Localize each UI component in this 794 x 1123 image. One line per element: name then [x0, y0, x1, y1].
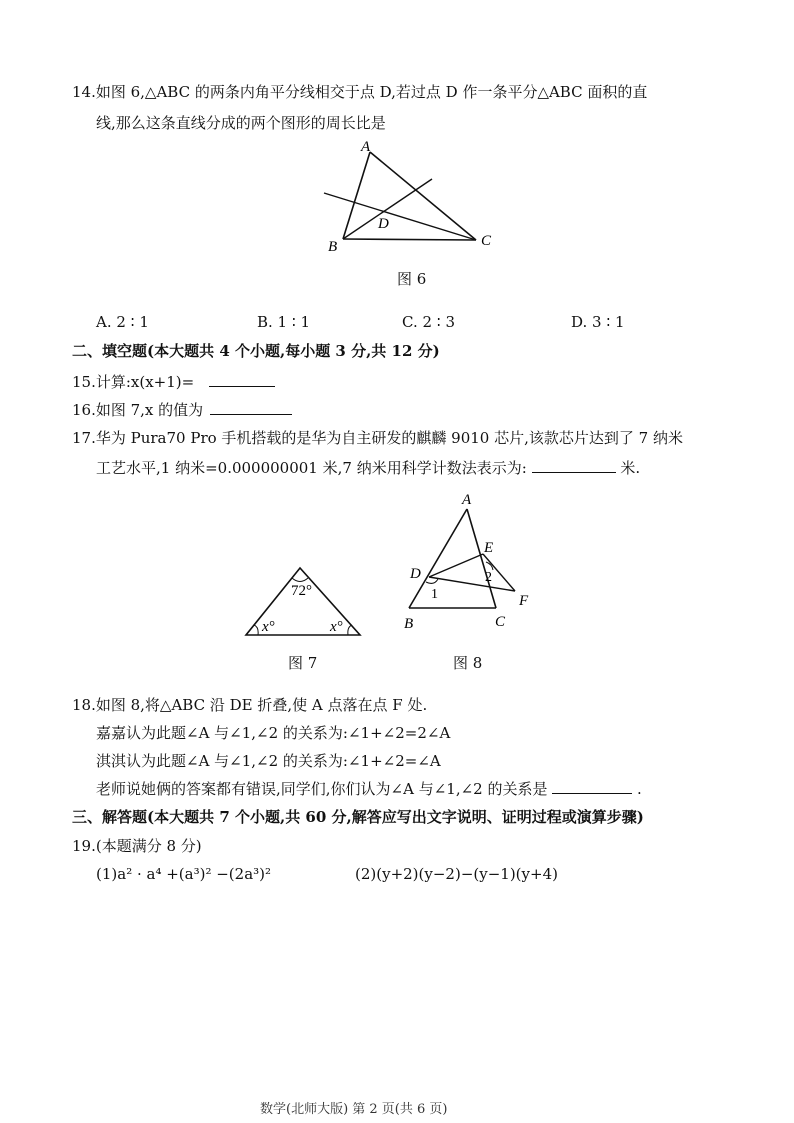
- q16-answer-blank[interactable]: [210, 400, 292, 415]
- fig6-label-a: A: [361, 139, 371, 155]
- fig8-label-c: C: [495, 614, 506, 630]
- fig7-caption: 图 7: [288, 654, 318, 672]
- fig8-label-b: B: [404, 616, 414, 632]
- fig7-arc-top: [292, 578, 308, 582]
- figure-8: [400, 490, 550, 635]
- figure-6: [320, 135, 520, 260]
- q15-text: 15.计算:x(x+1)=: [72, 373, 195, 391]
- fig8-label-2: 2: [485, 570, 492, 585]
- q14-option-b: B. 1 ∶ 1: [257, 313, 311, 331]
- q17-answer-blank[interactable]: [532, 458, 616, 473]
- q18-line4-text: 老师说她俩的答案都有错误,同学们,你们认为∠A 与∠1,∠2 的关系是: [96, 780, 548, 798]
- fig8-fold-de: [429, 554, 483, 577]
- q18-line3: 淇淇认为此题∠A 与∠1,∠2 的关系为:∠1+∠2=∠A: [96, 752, 441, 770]
- q18-line1: 18.如图 8,将△ABC 沿 DE 折叠,使 A 点落在点 F 处.: [72, 696, 428, 714]
- q14-line1: 14.如图 6,△ABC 的两条内角平分线相交于点 D,若过点 D 作一条平分△ABC 面积的直: [72, 83, 648, 101]
- fig6-label-c: C: [481, 233, 492, 249]
- section3-heading: 三、解答题(本大题共 7 个小题,共 60 分,解答应写出文字说明、证明过程或演算步骤): [72, 808, 644, 826]
- fig8-caption: 图 8: [453, 654, 483, 672]
- q16: [72, 400, 292, 420]
- figure-7: [240, 555, 370, 640]
- fig7-arc-left: [254, 625, 258, 635]
- q15-answer-blank[interactable]: [209, 372, 275, 387]
- fig8-side-ab: [409, 509, 467, 608]
- fig6-side-ab: [343, 152, 370, 239]
- q17-line2: [96, 458, 640, 478]
- fig8-label-f: F: [519, 593, 529, 609]
- page-footer: 数学(北师大版) 第 2 页(共 6 页): [260, 1102, 448, 1117]
- q17-line2-end: 米.: [620, 459, 641, 477]
- q19-part1: (1)a² · a⁴ +(a³)² −(2a³)²: [96, 865, 272, 883]
- q18-answer-blank[interactable]: [552, 779, 632, 794]
- q15: [72, 372, 275, 392]
- q17-line2-text: 工艺水平,1 纳米=0.000000001 米,7 纳米用科学计数法表示为:: [96, 459, 527, 477]
- q19-title: 19.(本题满分 8 分): [72, 837, 202, 855]
- q14-option-c: C. 2 ∶ 3: [402, 313, 456, 331]
- section2-heading: 二、填空题(本大题共 4 个小题,每小题 3 分,共 12 分): [72, 342, 440, 360]
- fig8-label-a: A: [462, 492, 472, 508]
- fig6-side-bc: [343, 239, 476, 240]
- q18-line2: 嘉嘉认为此题∠A 与∠1,∠2 的关系为:∠1+∠2=2∠A: [96, 724, 451, 742]
- q18-line4-end: .: [637, 780, 642, 798]
- fig6-label-b: B: [328, 239, 338, 255]
- fig8-df: [429, 577, 515, 591]
- fig8-label-e: E: [484, 540, 494, 556]
- fig7-label-left: x°: [262, 619, 275, 635]
- fig7-label-right: x°: [330, 619, 343, 635]
- q18-line4: [96, 779, 642, 799]
- q16-text: 16.如图 7,x 的值为: [72, 401, 204, 419]
- fig8-arc-2: [486, 562, 493, 570]
- q17-line1: 17.华为 Pura70 Pro 手机搭载的是华为自主研发的麒麟 9010 芯片,该款芯片达到了 7 纳米: [72, 429, 683, 447]
- fig6-caption: 图 6: [397, 270, 427, 288]
- fig8-label-d: D: [410, 566, 421, 582]
- q14-line2: 线,那么这条直线分成的两个图形的周长比是: [96, 114, 386, 132]
- q14-option-a: A. 2 ∶ 1: [96, 313, 149, 331]
- fig7-label-top: 72°: [291, 583, 312, 599]
- fig8-arc-1: [426, 579, 438, 583]
- q19-part2: (2)(y+2)(y−2)−(y−1)(y+4): [355, 865, 558, 883]
- fig6-label-d: D: [378, 216, 389, 232]
- q14-option-d: D. 3 ∶ 1: [571, 313, 625, 331]
- fig8-label-1: 1: [431, 587, 438, 602]
